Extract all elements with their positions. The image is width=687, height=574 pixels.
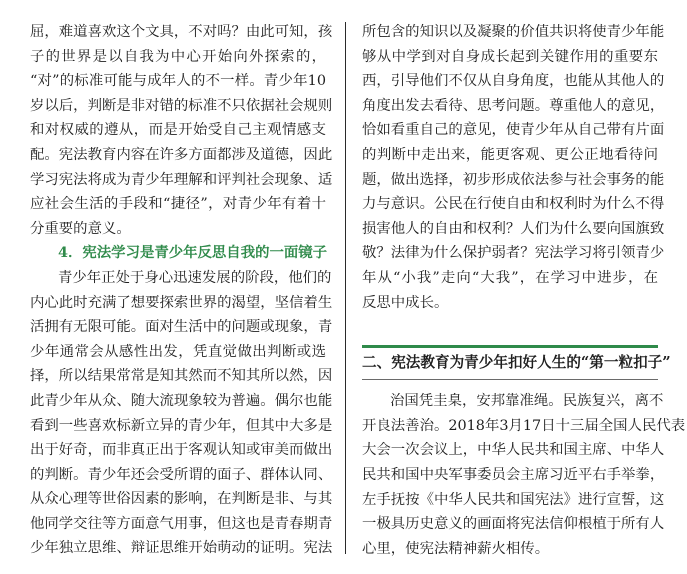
text-line: 西，引导他们不仅从自身角度，也能从其他人的 [362, 73, 665, 90]
text-line: 一极具历史意义的画面将宪法信仰根植于所有人 [362, 516, 665, 533]
column-divider [345, 22, 346, 554]
text-line: 学习宪法将成为青少年理解和评判社会现象、适 [30, 171, 333, 188]
text-line: 够从中学到对自身成长起到关键作用的重要东 [362, 48, 658, 65]
text-line: 看到一些喜欢标新立异的青少年，但其中大多是 [30, 417, 333, 434]
right-paragraph-1 [362, 20, 665, 315]
text-line: 治国凭圭臬，安邦靠准绳。民族复兴，离不 [390, 393, 664, 410]
text-line: 损害他人的自由和权利？人们为什么要向国旗致 [362, 220, 665, 237]
text-line: 应社会生活的手段和“捷径”，对青少年有着十 [30, 196, 326, 213]
text-line: 和对权威的遵从，而是开始受自己主观情感支 [30, 122, 326, 139]
text-line: 出于好奇，而非真正出于客观认知或审美而做出 [30, 442, 333, 459]
text-line: 择，所以结果常常是知其然而不知其所以然，因 [30, 368, 333, 385]
text-line: 所包含的知识以及凝聚的价值共识将使青少年能 [362, 24, 665, 40]
text-line: “对”的标准可能与成年人的不一样。青少年10 [30, 73, 326, 90]
text-line: 少年通常会从感性出发，凭直觉做出判断或选 [30, 343, 326, 360]
text-line: 民共和国中央军事委员会主席习近平右手举拳， [362, 466, 665, 483]
text-line: 此青少年从众、随大流现象较为普遍。偶尔也能 [30, 392, 333, 409]
subsection-heading: 4．宪法学习是青少年反思自我的一面镜子 [58, 244, 328, 262]
section-rule [362, 345, 658, 348]
text-line: 的判断。青少年还会受所谓的面子、群体认同、 [30, 466, 333, 483]
left-paragraph-2 [30, 266, 333, 561]
section-heading-block [362, 345, 671, 379]
section-underline [362, 379, 658, 380]
text-line: 心里，使宪法精神薪火相传。 [362, 540, 550, 557]
text-line: 年从“小我”走向“大我”，在学习中进步，在 [362, 269, 658, 286]
text-line: 岁以后，判断是非对错的标准不只依据社会规则 [30, 97, 333, 114]
left-column [30, 20, 333, 561]
text-line: 少年独立思维、辩证思维开始萌动的证明。宪法 [30, 540, 333, 557]
text-line: 内心此时充满了想要探索世界的渴望，坚信着生 [30, 294, 333, 311]
text-line: 开良法善治。2018年3月17日十三届全国人民代表 [362, 417, 686, 434]
text-line: 配。宪法教育内容在许多方面都涉及道德，因此 [30, 146, 333, 163]
text-line: 恰如看重自己的意见，使青少年从自己带有片面 [362, 122, 665, 139]
text-line: 大会一次会议上，中华人民共和国主席、中华人 [362, 442, 665, 459]
section-heading: 二、宪法教育为青少年扣好人生的“第一粒扣子” [362, 354, 671, 372]
text-line: 的判断中走出来，能更客观、更公正地看待问 [362, 146, 658, 163]
text-line: 力与意识。公民在行使自由和权利时为什么不得 [362, 196, 665, 213]
text-line: 反思中成长。 [362, 294, 449, 311]
text-line: 活拥有无限可能。面对生活中的问题或现象，青 [30, 319, 333, 336]
text-line: 左手抚按《中华人民共和国宪法》进行宣誓，这 [362, 491, 665, 508]
text-line: 子的世界是以自我为中心开始向外探索的， [30, 48, 326, 65]
text-line: 敬？法律为什么保护弱者？宪法学习将引领青少 [362, 245, 665, 262]
text-line: 分重要的意义。 [30, 220, 131, 237]
text-line: 他同学交往等方面意气用事，但这也是青春期青 [30, 515, 333, 532]
text-line: 角度出发去看待、思考问题。尊重他人的意见， [362, 97, 665, 114]
text-line: 青少年正处于身心迅速发展的阶段，他们的 [58, 269, 332, 286]
text-line: 从众心理等世俗因素的影响，在判断是非、与其 [30, 491, 333, 508]
text-line: 题，做出选择，初步形成依法参与社会事务的能 [362, 171, 665, 188]
right-paragraph-2 [362, 389, 686, 561]
right-column [362, 20, 686, 561]
left-paragraph-1 [30, 20, 333, 241]
text-line: 屈，难道喜欢这个文具，不对吗？由此可知，孩 [30, 24, 333, 40]
